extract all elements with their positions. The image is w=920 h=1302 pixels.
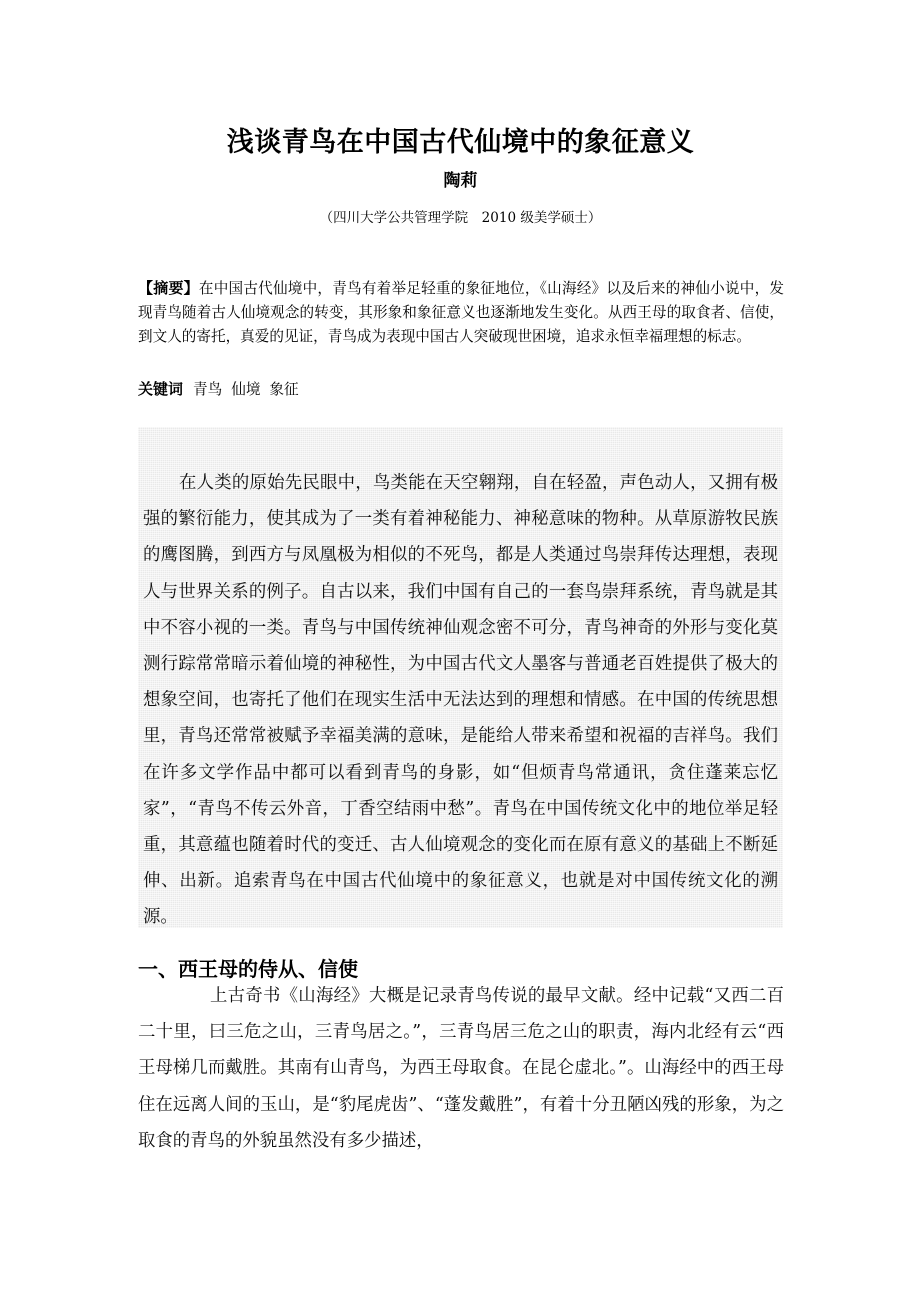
author-name: 陶莉 <box>443 171 478 191</box>
keyword-item-1: 青鸟 <box>193 381 223 398</box>
keywords-section <box>138 377 784 402</box>
keyword-item-2: 仙境 <box>231 381 261 398</box>
section-body-paragraph: 上古奇书《山海经》大概是记录青鸟传说的最早文献。经中记载“又西二百二十里，曰三危之山，三青鸟居之。”，三青鸟居三危之山的职责，海内北经有云“西王母梯几而戴胜。其南有山青鸟，为西王母取食。在昆仑虚北。”。山海经中的西王母住在远离人间的玉山，是“豹尾虎齿”、“蓬发戴胜”，有着十分丑陋凶残的形象，为之取食的青鸟的外貌虽然没有多少描述， <box>138 986 784 1151</box>
highlighted-intro-block <box>138 427 783 928</box>
abstract-text: 在中国古代仙境中，青鸟有着举足轻重的象征地位，《山海经》以及后来的神仙小说中，发现青鸟随着古人仙境观念的转变，其形象和象征意义也逐渐地发生变化。从西王母的取食者、信使，到文人的寄托，真爱的见证，青鸟成为表现中国古人突破现世困境，追求永恒幸福理想的标志。 <box>138 280 784 345</box>
abstract-label: 【摘要】 <box>138 279 199 297</box>
abstract-section <box>138 276 784 349</box>
author-affiliation: （四川大学公共管理学院 2010 级美学硕士） <box>319 210 602 226</box>
section-heading-1: 一、西王母的侍从、信使 <box>138 956 358 981</box>
keywords-label: 关键词 <box>138 380 184 398</box>
page-title: 浅谈青鸟在中国古代仙境中的象征意义 <box>226 127 695 159</box>
keyword-item-3: 象征 <box>269 381 299 398</box>
highlighted-intro-text: 在人类的原始先民眼中，鸟类能在天空翱翔，自在轻盈，声色动人，又拥有极强的繁衍能力，使其成为了一类有着神秘能力、神秘意味的物种。从草原游牧民族的鹰图腾，到西方与凤凰极为相似的不死鸟，都是人类通过鸟崇拜传达理想，表现人与世界关系的例子。自古以来，我们中国有自己的一套鸟崇拜系统，青鸟就是其中不容小视的一类。青鸟与中国传统神仙观念密不可分，青鸟神奇的外形与变化莫测行踪常常暗示着仙境的神秘性，为中国古代文人墨客与普通老百姓提供了极大的想象空间，也寄托了他们在现实生活中无法达到的理想和情感。在中国的传统思想里，青鸟还常常被赋予幸福美满的意味，是能给人带来希望和祝福的吉祥鸟。我们在许多文学作品中都可以看到青鸟的身影，如“但烦青鸟常通讯，贪住蓬莱忘忆家”，“青鸟不传云外音，丁香空结雨中愁”。青鸟在中国传统文化中的地位举足轻重，其意蕴也随着时代的变迁、古人仙境观念的变化而在原有意义的基础上不断延伸、出新。追索青鸟在中国古代仙境中的象征意义，也就是对中国传统文化的溯源。 <box>143 473 778 928</box>
